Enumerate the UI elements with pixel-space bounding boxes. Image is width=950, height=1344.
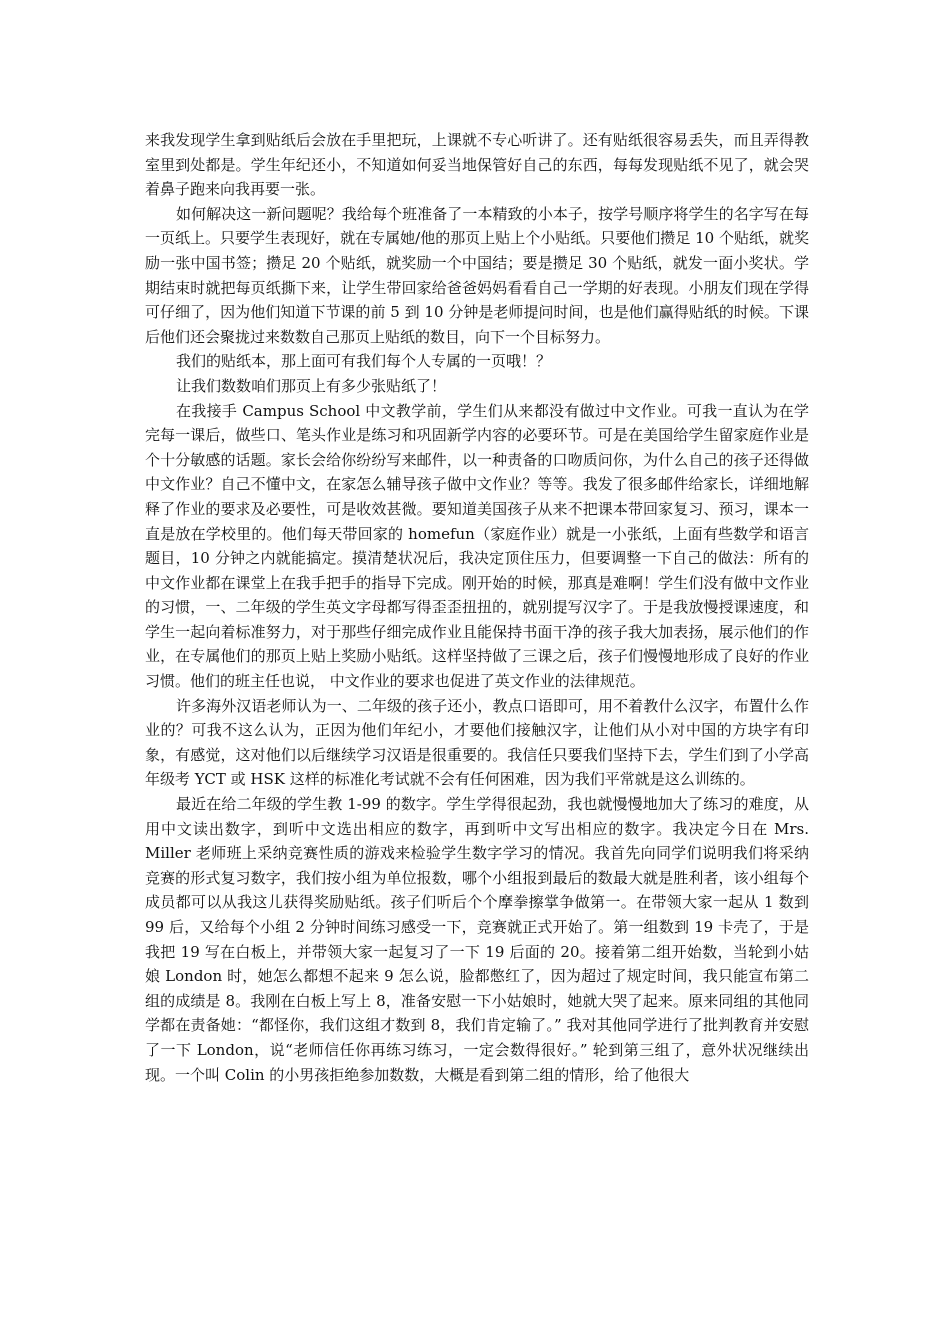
paragraph-teaching-characters: 许多海外汉语老师认为一、二年级的孩子还小，教点口语即可，用不着教什么汉字，布置什么作业的？可我不这么认为，正因为他们年纪小，才要他们接触汉字，让他们从小对中国的方块字有印象，有感觉，这对他们以后继续学习汉语是很重要的。我信任只要我们坚持下去，学生们到了小学高年级考 YCT 或 HSK 这样的标准化考试就不会有任何困难，因为我们平常就是这么训练的。 <box>145 696 809 789</box>
paragraph-sticker-problem: 来我发现学生拿到贴纸后会放在手里把玩，上课就不专心听讲了。还有贴纸很容易丢失，而且弄得教室里到处都是。学生年纪还小，不知道如何妥当地保管好自己的东西，每每发现贴纸不见了，就会哭着鼻子跑来向我再要一张。 <box>145 131 809 199</box>
document-body <box>145 128 809 1087</box>
paragraph-sticker-notebook: 如何解决这一新问题呢？我给每个班准备了一本精致的小本子，按学号顺序将学生的名字写在每一页纸上。只要学生表现好，就在专属她/他的那页上贴上个小贴纸。只要他们攒足 10 个贴纸，就奖励一张中国书签；攒足 20 个贴纸，就奖励一个中国结；要是攒足 30 个贴纸，就发一面小奖状。学期结束时就把每页纸撕下来，让学生带回家给爸爸妈妈看看自己一学期的好表现。小朋友们现在学得可仔细了，因为他们知道下节课的前 5 到 10 分钟是老师提问时间，也是他们赢得贴纸的时候。下课后他们还会聚拢过来数数自己那页上贴纸的数目，向下一个目标努力。 <box>145 204 809 346</box>
paragraph-number-game: 最近在给二年级的学生教 1-99 的数字。学生学得很起劲，我也就慢慢地加大了练习的难度，从用中文读出数字，到听中文选出相应的数字，再到听中文写出相应的数字。我决定今日在 Mrs. Miller 老师班上采纳竞赛性质的游戏来检验学生数字学习的情况。我首先向同学们说明我们将采纳竞赛的形式复习数字，我们按小组为单位报数，哪个小组报到最后的数最大就是胜利者，该小组每个成员都可以从我这儿获得奖励贴纸。孩子们听后个个摩拳擦掌争做第一。在带领大家一起从 1 数到 99 后，又给每个小组 2 分钟时间练习感受一下，竞赛就正式开始了。第一组数到 19 卡壳了，于是我把 19 写在白板上，并带领大家一起复习了一下 19 后面的 20。接着第二组开始数，当轮到小姑娘 London 时，她怎么都想不起来 9 怎么说，脸都憋红了，因为超过了规定时间，我只能宣布第二组的成绩是 8。我刚在白板上写上 8，准备安慰一下小姑娘时，她就大哭了起来。原来同组的其他同学都在责备她：“都怪你，我们这组才数到 8，我们肯定输了。” 我对其他同学进行了批判教育并安慰了一下 London，说“老师信任你再练习练习，一定会数得很好。” 轮到第三组了，意外状况继续出现。一个叫 Colin 的小男孩拒绝参加数数，大概是看到第二组的情形，给了他很大 <box>145 795 809 1084</box>
paragraph-homework: 在我接手 Campus School 中文教学前，学生们从来都没有做过中文作业。可我一直认为在学完每一课后，做些口、笔头作业是练习和巩固新学内容的必要环节。可是在美国给学生留家庭作业是个十分敏感的话题。家长会给你纷纷写来邮件，以一种责备的口吻质问你，为什么自己的孩子还得做中文作业？自己不懂中文，在家怎么辅导孩子做中文作业？等等。我发了很多邮件给家长，详细地解释了作业的要求及必要性，可是收效甚微。要知道美国孩子从来不把课本带回家复习、预习，课本一直是放在学校里的。他们每天带回家的 homefun（家庭作业）就是一小张纸，上面有些数学和语言题目，10 分钟之内就能搞定。摸清楚状况后，我决定顶住压力，但要调整一下自己的做法：所有的中文作业都在课堂上在我手把手的指导下完成。刚开始的时候，那真是难啊！学生们没有做中文作业的习惯，一、二年级的学生英文字母都写得歪歪扭扭的，就别提写汉字了。于是我放慢授课速度，和学生一起向着标准努力，对于那些仔细完成作业且能保持书面干净的孩子我大加表扬，展示他们的作业，在专属他们的那页上贴上奖励小贴纸。这样坚持做了三课之后，孩子们慢慢地形成了良好的作业习惯。他们的班主任也说， 中文作业的要求也促进了英文作业的法律规范。 <box>145 401 809 691</box>
paragraph-caption-count: 让我们数数咱们那页上有多少张贴纸了！ <box>176 376 447 395</box>
paragraph-caption-notebook: 我们的贴纸本，那上面可有我们每个人专属的一页哦！？ <box>176 352 552 371</box>
